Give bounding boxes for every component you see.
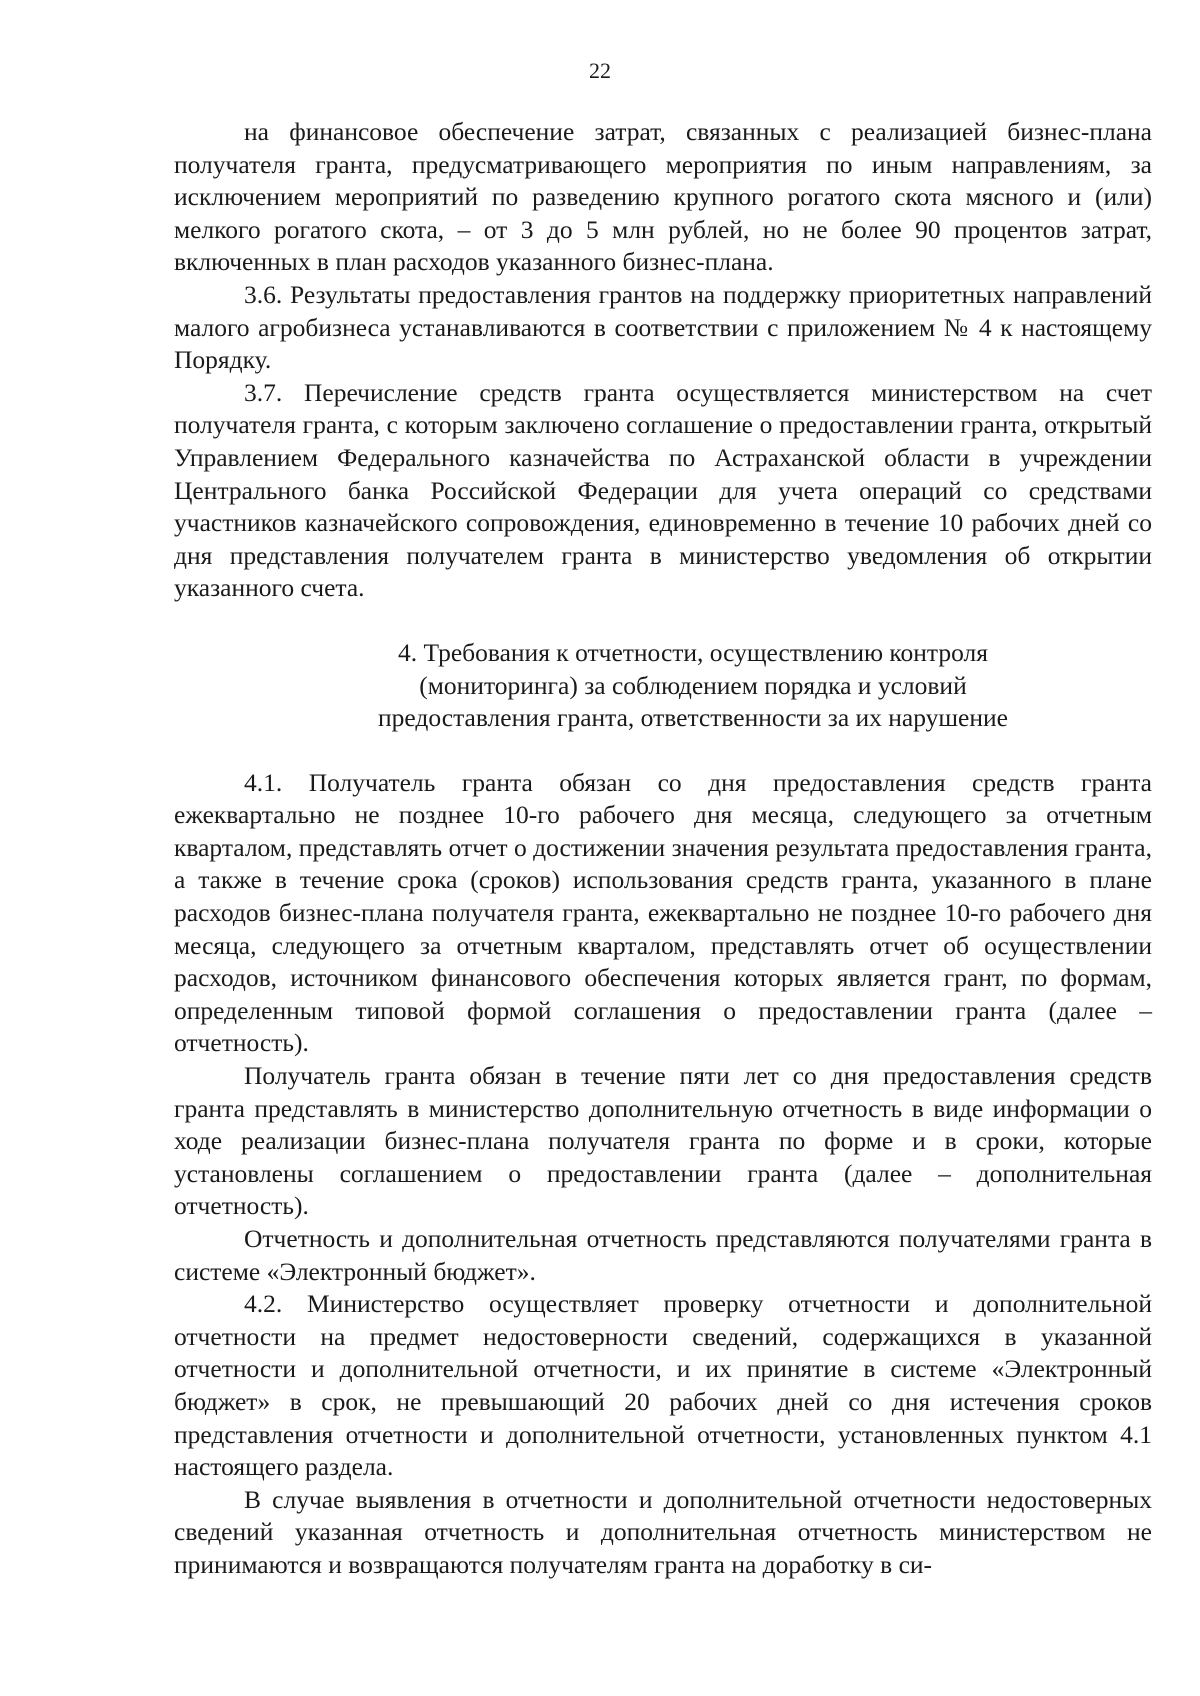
paragraph-electronic-budget: Отчетность и дополнительная отчетность представляются получателями гранта в системе «Электронный бюджет». (174, 1224, 1152, 1286)
section-heading-line-1: 4. Требования к отчетности, осуществлению контроля (397, 637, 988, 667)
paragraph-3-7: 3.7. Перечисление средств гранта осуществляется министерством на счет получателя гранта, с которым заключено соглашение о предоставлении гранта, открытый Управлением Федерального казначейства по Астраханской области в учреждении Центрального банка Российской Федерации для учета операций со средствами участников казначейского сопровождения, единовременно в течение 10 рабочих дней со дня представления получателем гранта в министерство уведомления об открытии указанного счета. (174, 377, 1152, 603)
section-heading-line-2: (мониторинга) за соблюдением порядка и условий (419, 670, 967, 700)
section-heading (174, 637, 1152, 735)
paragraph-grant-amount: на финансовое обеспечение затрат, связанных с реализацией бизнес-плана получателя гранта, предусматривающего мероприятия по иным направлениям, за исключением мероприятий по разведению крупного рогатого скота мясного и (или) мелкого рогатого скота, – от 3 до 5 млн рублей, но не более 90 процентов затрат, включенных в план расходов указанного бизнес-плана. (174, 117, 1152, 277)
paragraph-3-6: 3.6. Результаты предоставления грантов на поддержку приоритетных направлений малого агробизнеса устанавливаются в соответствии с приложением № 4 к настоящему Порядку. (174, 279, 1152, 375)
page-number: 22 (589, 58, 611, 83)
paragraph-4-1: 4.1. Получатель гранта обязан со дня предоставления средств гранта ежеквартально не позднее 10-го рабочего дня месяца, следующего за отчетным кварталом, представлять отчет о достижении значения результата предоставления гранта, а также в течение срока (сроков) использования средств гранта, указанного в плане расходов бизнес-плана получателя гранта, ежеквартально не позднее 10-го рабочего дня месяца, следующего за отчетным кварталом, представлять отчет об осуществлении расходов, источником финансового обеспечения которых является грант, по формам, определенным типовой формой соглашения о предоставлении гранта (далее – отчетность). (174, 767, 1152, 1058)
document-body (174, 116, 1152, 1582)
section-heading-line-3: предоставления гранта, ответственности за их нарушение (378, 703, 1008, 733)
paragraph-false-information: В случае выявления в отчетности и дополнительной отчетности недостоверных сведений указанная отчетность и дополнительная отчетность министерством не принимаются и возвращаются получателям гранта на доработку в си- (174, 1484, 1152, 1579)
paragraph-additional-reporting: Получатель гранта обязан в течение пяти лет со дня предоставления средств гранта представлять в министерство дополнительную отчетность в виде информации о ходе реализации бизнес-плана получателя гранта по форме и в сроки, которые установлены соглашением о предоставлении гранта (далее – дополнительная отчетность). (174, 1061, 1152, 1221)
paragraph-4-2: 4.2. Министерство осуществляет проверку отчетности и дополнительной отчетности на предмет недостоверности сведений, содержащихся в указанной отчетности и дополнительной отчетности, и их принятие в системе «Электронный бюджет» в срок, не превышающий 20 рабочих дней со дня истечения сроков представления отчетности и дополнительной отчетности, установленных пунктом 4.1 настоящего раздела. (174, 1289, 1152, 1482)
